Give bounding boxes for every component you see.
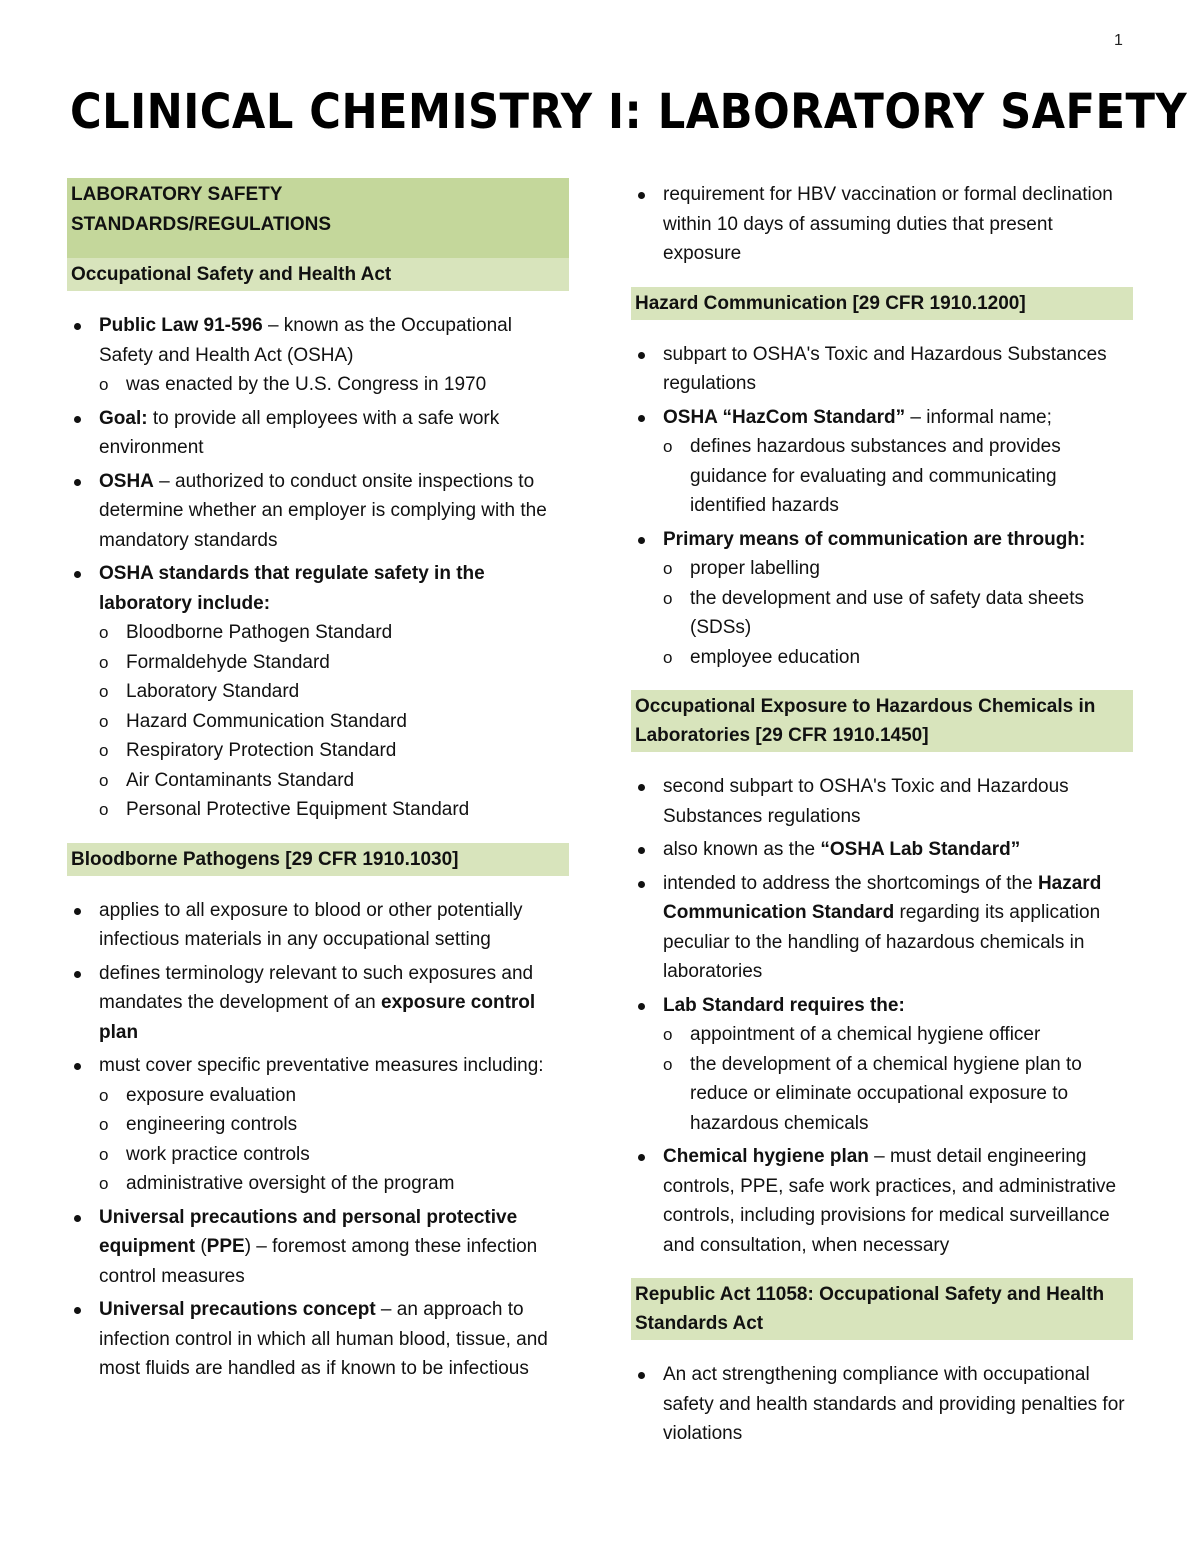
sub-list-item: o proper labelling: [663, 554, 1133, 584]
definition: to provide all employees with a safe work environment: [99, 407, 500, 458]
sub-list: [99, 618, 569, 825]
term: OSHA standards that regulate safety in the laboratory include:: [99, 563, 485, 614]
sub-list-item: o engineering controls: [99, 1110, 569, 1140]
sub-list-item: o Respiratory Protection Standard: [99, 736, 569, 766]
text: also known as the: [663, 839, 821, 860]
text: must cover specific preventative measures including:: [99, 1055, 544, 1076]
list-item: applies to all exposure to blood or other potentially infectious materials in any occupational setting: [67, 896, 569, 955]
list-item: An act strengthening compliance with occupational safety and health standards and providing penalties for violations: [631, 1360, 1133, 1449]
list-item: [67, 311, 569, 400]
left-column: [67, 178, 569, 1388]
sub-list-item: o the development and use of safety data sheets (SDSs): [663, 584, 1133, 643]
term: Universal precautions concept: [99, 1299, 376, 1320]
sub-list-item: o the development of a chemical hygiene plan to reduce or eliminate occupational exposure to hazardous chemicals: [663, 1050, 1133, 1139]
term: Primary means of communication are through:: [663, 528, 1086, 550]
sub-list-item: o Air Contaminants Standard: [99, 766, 569, 796]
sub-list-item: o appointment of a chemical hygiene officer: [663, 1020, 1133, 1050]
sub-list: [663, 554, 1133, 672]
term: Chemical hygiene plan: [663, 1146, 869, 1167]
bloodborne-list: [67, 896, 569, 1384]
sub-list-item: o was enacted by the U.S. Congress in 1970: [99, 370, 569, 400]
republic-act-list: [631, 1360, 1133, 1449]
term: Universal precautions and personal protective equipment: [99, 1206, 518, 1257]
osha-heading: Occupational Safety and Health Act: [67, 258, 569, 291]
text: regarding its application peculiar to the handling of hazardous chemicals in laboratories: [663, 902, 1101, 982]
page-number: 1: [1114, 32, 1123, 49]
list-item: [67, 959, 569, 1048]
definition: ) – foremost among these infection control measures: [99, 1236, 538, 1287]
list-item: [631, 525, 1133, 673]
term: exposure control plan: [99, 992, 536, 1043]
sub-list-item: o Personal Protective Equipment Standard: [99, 795, 569, 825]
list-item: [631, 869, 1133, 987]
definition: – an approach to infection control in which all human blood, tissue, and most fluids are handled as if known to be infectious: [99, 1299, 548, 1379]
list-item: [631, 835, 1133, 865]
right-column: [631, 180, 1133, 1453]
term: Lab Standard requires the:: [663, 994, 905, 1016]
osha-list: [67, 311, 569, 825]
sub-list-item: o Laboratory Standard: [99, 677, 569, 707]
sub-list-item: o work practice controls: [99, 1140, 569, 1170]
list-item: requirement for HBV vaccination or formal declination within 10 days of assuming duties that present exposure: [631, 180, 1133, 269]
lab-standard-list: [631, 772, 1133, 1260]
list-item: [631, 403, 1133, 521]
sub-list-item: o exposure evaluation: [99, 1081, 569, 1111]
lab-standard-heading: Occupational Exposure to Hazardous Chemicals in Laboratories [29 CFR 1910.1450]: [631, 690, 1133, 752]
term: Hazard Communication Standard: [663, 872, 1102, 923]
sub-list: [663, 1020, 1133, 1138]
term: “OSHA Lab Standard”: [820, 839, 1021, 860]
hazard-communication-heading: Hazard Communication [29 CFR 1910.1200]: [631, 287, 1133, 320]
page-title: CLINICAL CHEMISTRY I: LABORATORY SAFETY: [70, 84, 1188, 140]
sub-list: [663, 432, 1133, 521]
sub-list-item: o defines hazardous substances and provides guidance for evaluating and communicating identified hazards: [663, 432, 1133, 521]
definition: – informal name;: [905, 406, 1052, 428]
sub-list-item: o administrative oversight of the program: [99, 1169, 569, 1199]
term: OSHA: [99, 470, 154, 492]
text: defines terminology relevant to such exposures and mandates the development of an: [99, 962, 534, 1013]
term: Goal:: [99, 407, 148, 429]
text: (: [195, 1236, 207, 1257]
text: intended to address the shortcomings of the: [663, 872, 1038, 894]
list-item: [67, 1051, 569, 1199]
republic-act-heading: Republic Act 11058: Occupational Safety and Health Standards Act: [631, 1278, 1133, 1340]
list-item: [631, 991, 1133, 1139]
list-item: [67, 559, 569, 825]
sub-list-item: o Hazard Communication Standard: [99, 707, 569, 737]
sub-list: [99, 1081, 569, 1199]
list-item: subpart to OSHA's Toxic and Hazardous Substances regulations: [631, 340, 1133, 399]
definition: – authorized to conduct onsite inspections to determine whether an employer is complying with the mandatory standards: [99, 470, 547, 551]
section-heading-line1: LABORATORY SAFETY: [71, 184, 283, 205]
list-item: [67, 404, 569, 463]
sub-list-item: o employee education: [663, 643, 1133, 673]
definition: – must detail engineering controls, PPE, safe work practices, and administrative controls, including provisions for medical surveillance and consultation, when necessary: [663, 1146, 1117, 1256]
bloodborne-continued-list: [631, 180, 1133, 269]
sub-list: [99, 370, 569, 400]
section-heading-line2: STANDARDS/REGULATIONS: [71, 214, 332, 235]
term: PPE: [206, 1236, 245, 1257]
sub-list-item: o Bloodborne Pathogen Standard: [99, 618, 569, 648]
bloodborne-heading: Bloodborne Pathogens [29 CFR 1910.1030]: [67, 843, 569, 876]
definition: – known as the Occupational Safety and Health Act (OSHA): [99, 315, 512, 366]
sub-list-item: o Formaldehyde Standard: [99, 648, 569, 678]
list-item: [67, 467, 569, 556]
list-item: [67, 1295, 569, 1384]
list-item: second subpart to OSHA's Toxic and Hazardous Substances regulations: [631, 772, 1133, 831]
term: Public Law 91-596: [99, 315, 263, 336]
section-heading: [67, 178, 569, 258]
hazard-communication-list: [631, 340, 1133, 673]
list-item: [67, 1203, 569, 1292]
term: OSHA “HazCom Standard”: [663, 406, 906, 428]
list-item: [631, 1142, 1133, 1260]
